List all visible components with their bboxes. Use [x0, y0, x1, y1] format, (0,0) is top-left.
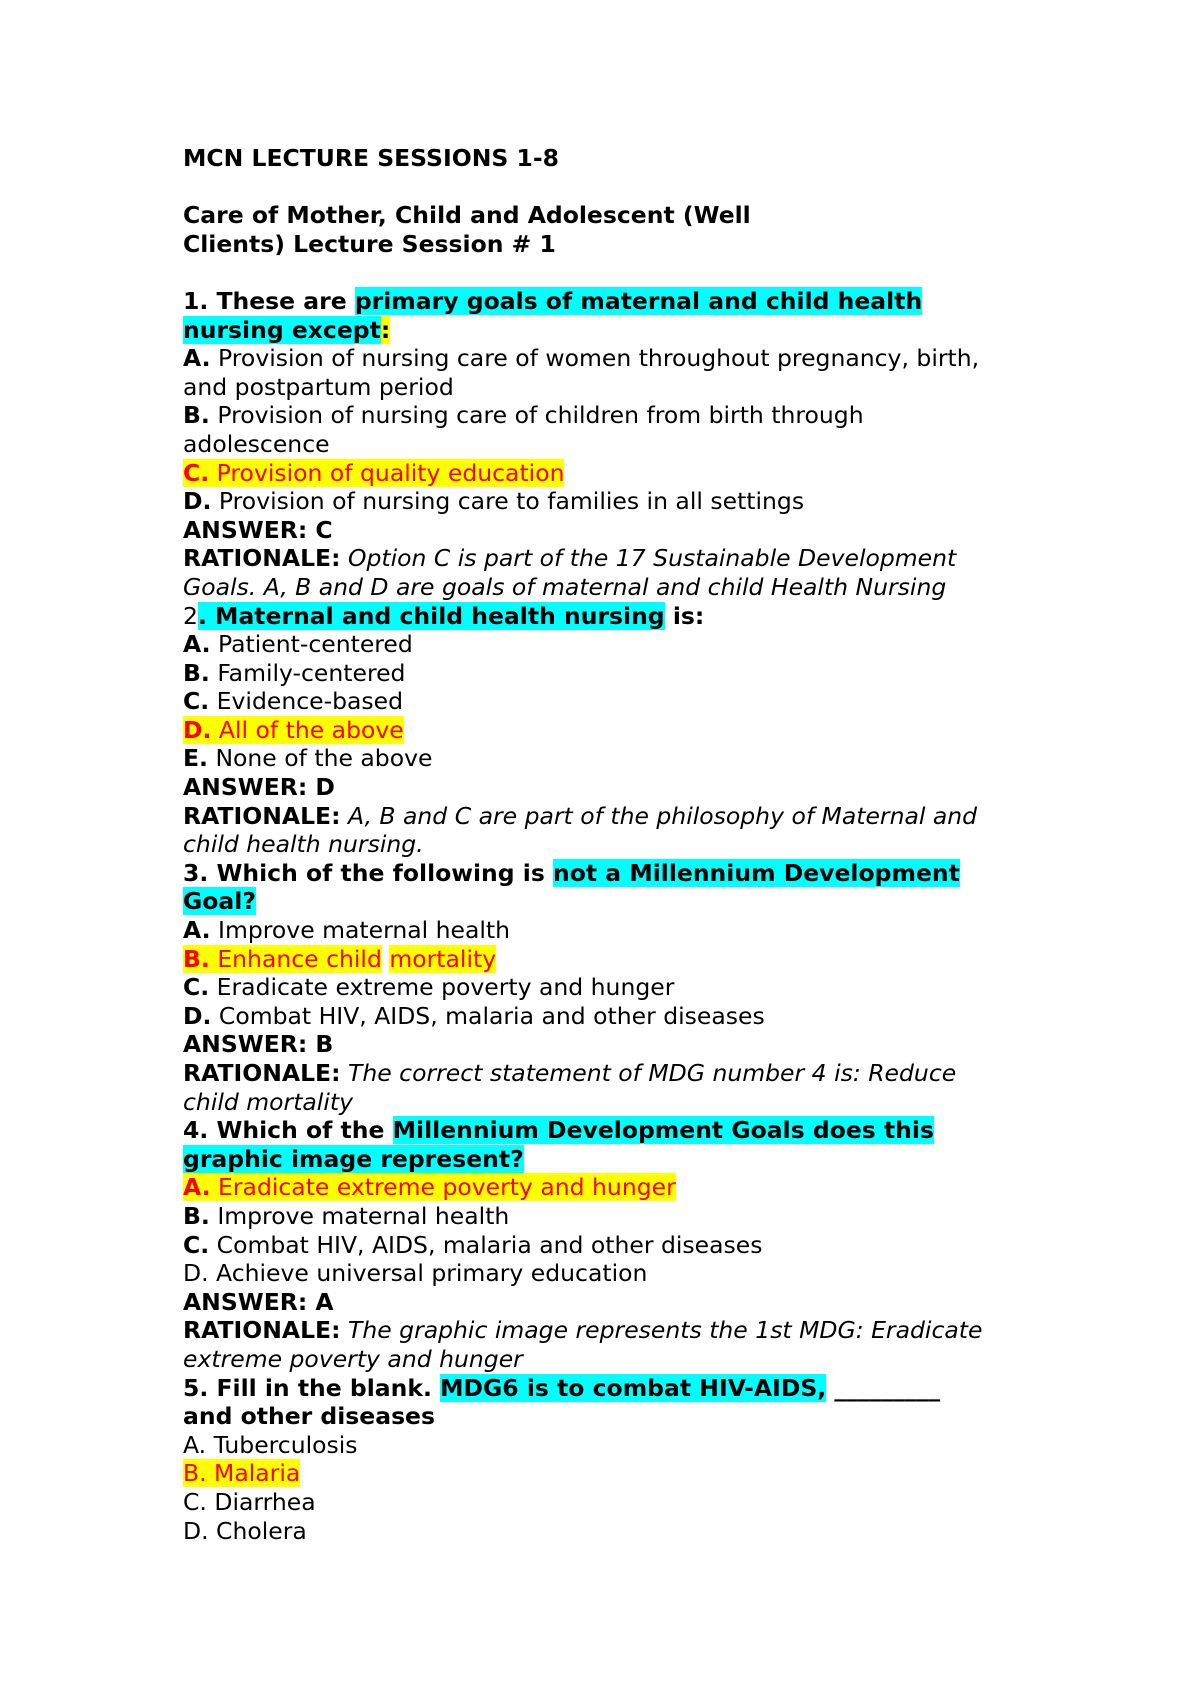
question-5-stem: and other diseases [183, 1402, 435, 1431]
document-subtitle: Care of Mother, Child and Adolescent (Well [183, 201, 751, 230]
question-2-option-d-correct: D. All of the above [183, 715, 404, 744]
question-4-rationale: RATIONALE: The graphic image represents the 1st MDG: Eradicate [183, 1316, 983, 1345]
question-2-answer: ANSWER: D [183, 773, 335, 802]
question-highlight: graphic image represent? [183, 1144, 524, 1173]
question-3-stem: 3. Which of the following is not a Millennium Development [183, 858, 960, 887]
question-highlight: Millennium Development Goals does this [392, 1116, 934, 1145]
question-5-option-c: C. Diarrhea [183, 1487, 316, 1516]
question-1-option-b: adolescence [183, 429, 330, 458]
question-2-rationale: RATIONALE: A, B and C are part of the philosophy of Maternal and [183, 801, 978, 830]
question-4-rationale: extreme poverty and hunger [183, 1344, 523, 1373]
question-1-rationale: Goals. A, B and D are goals of maternal and child Health Nursing [183, 572, 947, 601]
question-1-answer: ANSWER: C [183, 515, 333, 544]
question-5-option-a: A. Tuberculosis [183, 1430, 358, 1459]
question-1-stem: 1. These are primary goals of maternal and child health [183, 286, 923, 315]
question-4-option-c: C. Combat HIV, AIDS, malaria and other diseases [183, 1230, 763, 1259]
question-3-rationale: child mortality [183, 1087, 353, 1116]
question-1-option-d: D. Provision of nursing care to families in all settings [183, 487, 805, 516]
question-4-stem [183, 1145, 1063, 1174]
question-4-option-b: B. Improve maternal health [183, 1201, 510, 1230]
question-3-stem [183, 887, 1063, 916]
question-2-option-a: A. Patient-centered [183, 630, 413, 659]
question-3-option-a: A. Improve maternal health [183, 916, 511, 945]
question-4-answer: ANSWER: A [183, 1287, 334, 1316]
question-1-option-c-correct: C. Provision of quality education [183, 458, 565, 487]
question-4-stem: 4. Which of the Millennium Development Goals does this [183, 1116, 934, 1145]
question-5-stem: 5. Fill in the blank. MDG6 is to combat HIV-AIDS, _________ [183, 1373, 941, 1402]
question-5-option-d: D. Cholera [183, 1516, 307, 1545]
question-highlight: not a Millennium Development [553, 858, 960, 887]
question-highlight: MDG6 is to combat HIV-AIDS, [440, 1373, 827, 1402]
question-1-option-a: and postpartum period [183, 372, 454, 401]
document-subtitle: Clients) Lecture Session # 1 [183, 229, 556, 258]
question-3-option-c: C. Eradicate extreme poverty and hunger [183, 973, 675, 1002]
question-5-option-b-correct: B. Malaria [183, 1459, 301, 1488]
spacer [183, 173, 1063, 202]
question-2-option-b: B. Family-centered [183, 658, 406, 687]
question-2-option-c: C. Evidence-based [183, 687, 404, 716]
question-3-rationale: RATIONALE: The correct statement of MDG number 4 is: Reduce [183, 1059, 957, 1087]
question-1-stem: nursing except: [183, 315, 391, 344]
question-1-option-b: B. Provision of nursing care of children from birth through [183, 401, 864, 430]
question-highlight: . Maternal and child health nursing [197, 601, 665, 630]
question-4-option-a-correct: A. Eradicate extreme poverty and hunger [183, 1173, 676, 1202]
document-body [183, 144, 1063, 1545]
document-title: MCN LECTURE SESSIONS 1-8 [183, 144, 559, 172]
question-1-rationale: RATIONALE: Option C is part of the 17 Sustainable Development [183, 544, 957, 573]
spacer [183, 258, 1063, 287]
question-2-rationale: child health nursing. [183, 830, 424, 859]
question-1-option-a: A. Provision of nursing care of women throughout pregnancy, birth, [183, 344, 980, 373]
question-2-option-e: E. None of the above [183, 744, 433, 773]
question-2-stem: 2. Maternal and child health nursing is: [183, 601, 705, 630]
question-3-option-d: D. Combat HIV, AIDS, malaria and other diseases [183, 1001, 765, 1030]
question-3-answer: ANSWER: B [183, 1030, 334, 1059]
question-3-option-b-correct: B. Enhance child mortality [183, 944, 497, 973]
question-highlight: nursing except [183, 315, 381, 344]
question-highlight: Goal? [183, 887, 256, 916]
question-highlight: primary goals of maternal and child health [354, 286, 923, 315]
question-4-option-d: D. Achieve universal primary education [183, 1259, 648, 1288]
